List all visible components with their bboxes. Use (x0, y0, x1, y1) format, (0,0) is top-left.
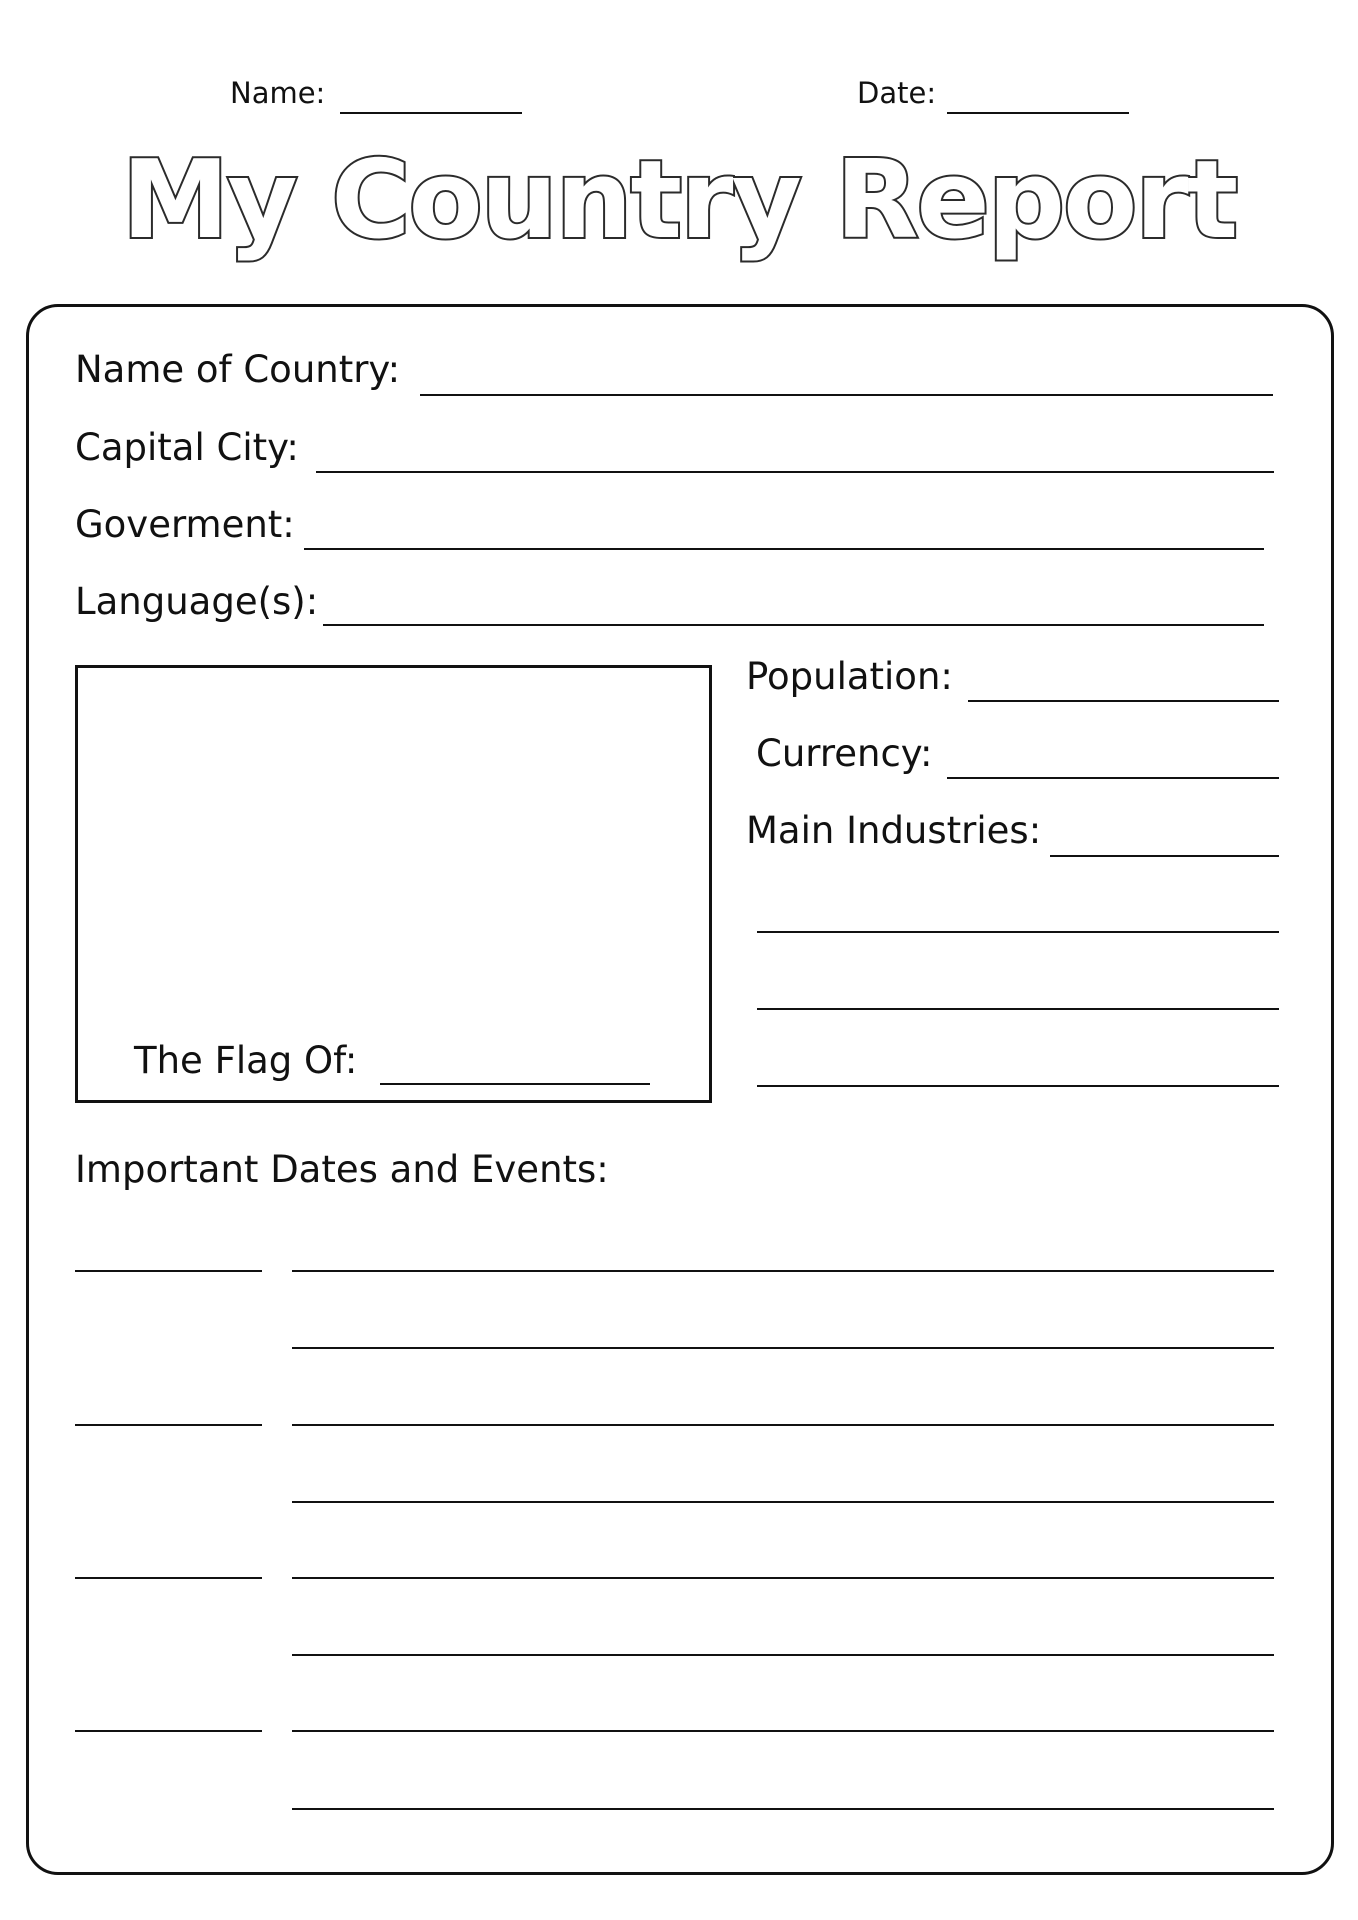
event-entry-line[interactable] (292, 1347, 1274, 1349)
flag-label: The Flag Of: (134, 1039, 358, 1082)
name-input-line[interactable] (340, 112, 522, 114)
country-label: Name of Country: (75, 348, 401, 391)
industries-label: Main Industries: (746, 809, 1042, 852)
languages-label: Language(s): (75, 580, 319, 623)
government-input-line[interactable] (304, 548, 1264, 550)
page-title: My Country Report (121, 138, 1237, 263)
event-entry-line[interactable] (292, 1577, 1274, 1579)
flag-drawing-box[interactable] (75, 665, 712, 1103)
event-entry-line[interactable] (292, 1501, 1274, 1503)
flag-input-line[interactable] (380, 1083, 650, 1085)
population-input-line[interactable] (968, 700, 1279, 702)
industries-input-line[interactable] (757, 1008, 1279, 1010)
country-input-line[interactable] (420, 394, 1273, 396)
date-entry-line[interactable] (75, 1577, 262, 1579)
name-label: Name: (230, 76, 326, 110)
government-label: Goverment: (75, 503, 295, 546)
currency-input-line[interactable] (947, 777, 1279, 779)
capital-input-line[interactable] (316, 471, 1274, 473)
event-entry-line[interactable] (292, 1654, 1274, 1656)
languages-input-line[interactable] (323, 624, 1264, 626)
date-entry-line[interactable] (75, 1730, 262, 1732)
event-entry-line[interactable] (292, 1270, 1274, 1272)
date-label: Date: (857, 76, 937, 110)
date-entry-line[interactable] (75, 1270, 262, 1272)
industries-input-line[interactable] (757, 1085, 1279, 1087)
date-entry-line[interactable] (75, 1424, 262, 1426)
population-label: Population: (746, 655, 953, 698)
currency-label: Currency: (756, 732, 933, 775)
event-entry-line[interactable] (292, 1424, 1274, 1426)
industries-input-line[interactable] (757, 931, 1279, 933)
event-entry-line[interactable] (292, 1730, 1274, 1732)
capital-label: Capital City: (75, 426, 299, 469)
event-entry-line[interactable] (292, 1808, 1274, 1810)
industries-input-line[interactable] (1050, 855, 1279, 857)
dates-heading: Important Dates and Events: (75, 1148, 609, 1191)
date-input-line[interactable] (947, 112, 1129, 114)
